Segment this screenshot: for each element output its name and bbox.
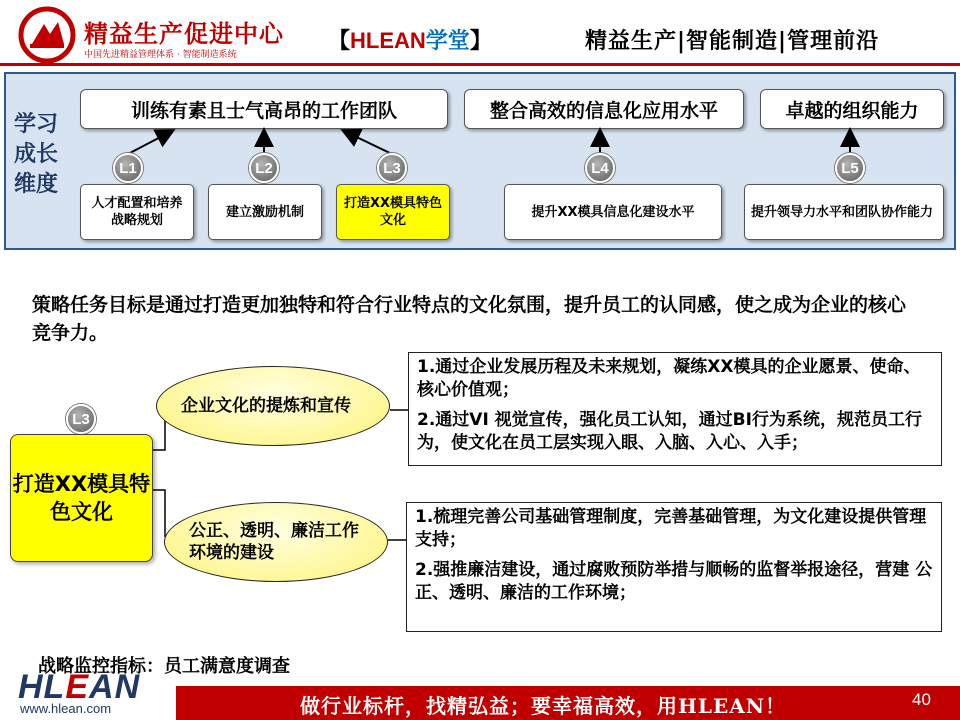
task-culture: 打造XX模具特色文化	[336, 184, 450, 240]
dimension-label: 学习成长维度	[14, 112, 59, 197]
task-incentive: 建立激励机制	[208, 184, 322, 240]
task-it: 提升XX模具信息化建设水平	[504, 184, 722, 240]
header-tagline: 精益生产|智能制造|管理前沿	[585, 29, 880, 54]
strategy-name: 企业文化的提炼和宣传	[181, 396, 351, 416]
bracket-open: 【	[328, 29, 351, 54]
brand-title	[328, 24, 492, 55]
strategy-ellipse-culture	[156, 366, 390, 446]
goal-team: 训练有素且士气高昂的工作团队	[80, 89, 448, 129]
objective-statement: 策略任务目标是通过打造更加独特和符合行业特点的文化氛围，提升员工的认同感，使之成为企业的核心竞争力。	[32, 294, 907, 344]
footer-url: www.hlean.com	[20, 701, 112, 716]
goal-org: 卓越的组织能力	[760, 89, 944, 129]
footer-logo-hl: HL	[18, 668, 66, 706]
task-talent: 人才配置和培养战略规划	[80, 184, 194, 240]
actions-box-culture	[408, 352, 942, 466]
actions-box-environment	[406, 502, 942, 632]
badge-l1: L1	[113, 153, 143, 183]
footer-slogan: 做行业标杆，找精弘益；要幸福高效，用HLEAN！	[300, 694, 787, 718]
action-item: 2.强推廉洁建设，通过腐败预防举措与顺畅的监督举报途径，营建 公正、透明、廉洁的工作环境；	[415, 560, 933, 603]
org-name: 精益生产促进中心	[84, 19, 284, 48]
strategy-name: 公正、透明、廉洁工作环境的建设	[189, 521, 359, 563]
detail-badge-l3: L3	[66, 404, 96, 434]
org-logo-icon	[18, 6, 76, 64]
badge-l2: L2	[249, 153, 279, 183]
badge-l4: L4	[585, 153, 615, 183]
badge-l5: L5	[835, 153, 865, 183]
goal-it: 整合高效的信息化应用水平	[464, 89, 744, 129]
footer-logo-e: E	[65, 668, 90, 706]
task-leadership: 提升领导力水平和团队协作能力	[744, 184, 944, 240]
brand-school: 学堂	[425, 29, 470, 54]
org-logo	[18, 6, 318, 64]
strategy-ellipse-environment	[164, 502, 388, 582]
page-number: 40	[912, 690, 931, 709]
org-subtitle: 中国先进精益管理体系 · 智能制造系统	[84, 50, 237, 60]
action-item: 1.梳理完善公司基础管理制度，完善基础管理，为文化建设提供管理支持；	[415, 507, 927, 550]
kpi-label: 战略监控指标：员工满意度调查	[38, 656, 290, 677]
badge-l3: L3	[377, 153, 407, 183]
bracket-close: 】	[469, 29, 492, 54]
header-divider	[0, 63, 960, 66]
brand-hlean: HLEAN	[350, 28, 426, 53]
connector-lower	[153, 490, 165, 537]
action-item: 2.通过VI 视觉宣传，强化员工认知，通过BI行为系统，规范员工行为，使文化在员工层实现入眼、入脑、入心、入手；	[417, 410, 922, 453]
footer-logo-an: AN	[89, 668, 141, 706]
detail-main-task: 打造XX模具特色文化	[10, 434, 153, 562]
action-item: 1.通过企业发展历程及未来规划，凝练XX模具的企业愿景、使命、核心价值观；	[417, 357, 921, 400]
